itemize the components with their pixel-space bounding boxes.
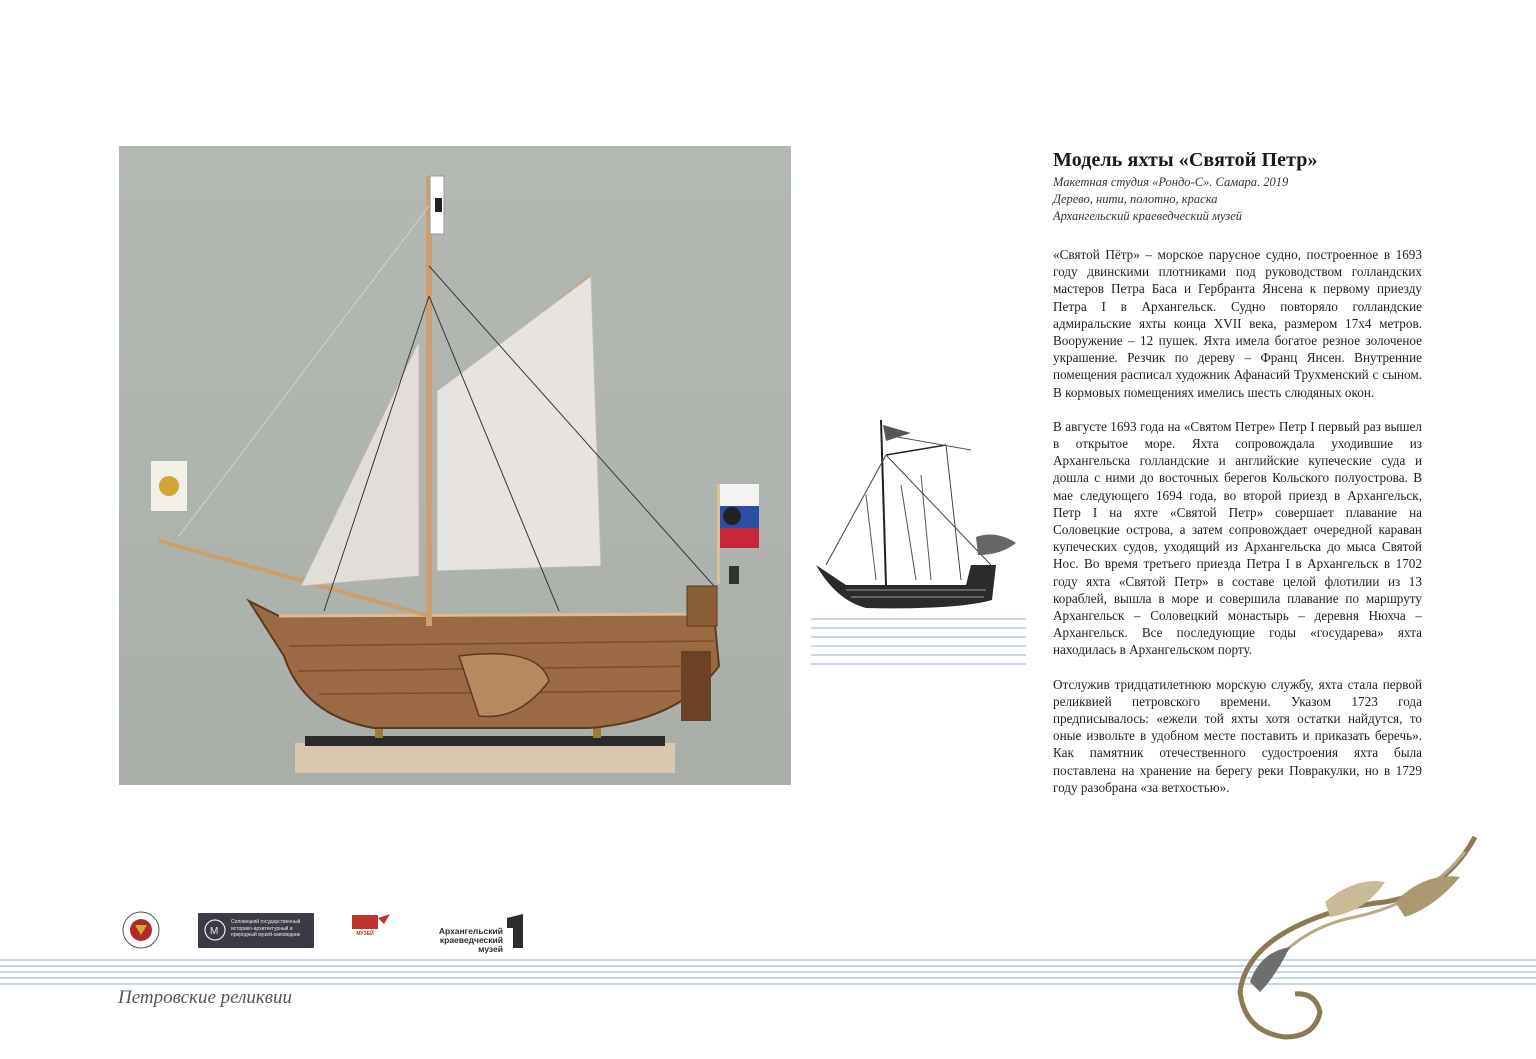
- article-paragraph: В августе 1693 года на «Святом Петре» Петр I первый раз вышел в открытое море. Яхта сопровождала уходившие из Архангельска голландские и английские купеческие суда и дошла с ними до восточных берегов Кольского полуострова. В мае следующего 1694 года, во второй приезд в Архангельск, Петр I на яхте «Святой Петр» совершает плавание на Соловецкие острова, а затем сопровождает очередной караван купеческих судов, уходящий из Архангельска до мыса Святой Нос. Во время третьего приезда Петра I в Архангельск в 1702 году яхта «Святой Петр» в составе целой флотилии из 13 кораблей, вышла в море и совершила плавание по маршруту Архангельск – Соловецкий монастырь – деревня Нюхча – Архангельск. Все последующие годы «государева» яхта находилась в Архангельском порту.: [1053, 418, 1422, 658]
- article-meta-museum: Архангельский краеведческий музей: [1053, 209, 1243, 223]
- article: [1053, 148, 1422, 796]
- article-title: Модель яхты «Святой Петр»: [1053, 149, 1318, 171]
- footer-series-title: Петровские реликвии: [118, 987, 293, 1008]
- solovki-museum-logo: [198, 913, 314, 948]
- article-paragraph: Отслужив тридцатилетнюю морскую службу, яхта стала первой реликвией петровского времени. Указом 1723 года предписывалось: «ежели той яхты хотя остатки найдутся, то оные извольте в удобном месте поставить и приказать беречь». Как памятник отечественного судостроения яхта была поставлена на хранение на берегу реки Повракулки, но в 1729 году разобрана «за ветхостью».: [1053, 676, 1422, 795]
- museum-logo: [348, 912, 393, 950]
- ship-model-illustration: [119, 146, 791, 785]
- ship-model-photo: [119, 146, 791, 785]
- article-paragraph: «Святой Пётр» – морское парусное судно, построенное в 1693 году двинскими плотниками под руководством голландских мастеров Петра Баса и Гербранта Янсена к первому приезду Петра I в Архангельск. Судно повторяло голландские адмиральские яхты конца XVII века, размером 17х4 метров. Вооружение – 12 пушек. Яхта имела богатое резное золоченое украшение. Резчик по дереву – Франц Янсен. Внутренние помещения расписал художник Афанасий Трухменский с сыном. В кормовых помещениях имелись шесть слюдяных окон.: [1053, 247, 1422, 400]
- article-meta-studio: Макетная студия «Рондо-С». Самара. 2019: [1053, 175, 1289, 189]
- article-meta-materials: Дерево, нити, полотно, краска: [1053, 192, 1218, 206]
- kraeved-museum-logo: [423, 914, 523, 954]
- partner-logos: [118, 910, 538, 954]
- kraeved-logo-text: Архангельский краеведческий музей: [438, 926, 503, 954]
- solovki-logo-text: Соловецкий государственный историко-архитектурный и природный музей-заповедник: [231, 919, 301, 938]
- emblem-icon: [118, 910, 164, 950]
- ship-engraving: [806, 415, 1026, 665]
- museum-logo-text: МУЗЕЙ: [356, 931, 374, 937]
- ornament-swirl: [1215, 832, 1495, 1047]
- svg-text:M: M: [210, 926, 219, 937]
